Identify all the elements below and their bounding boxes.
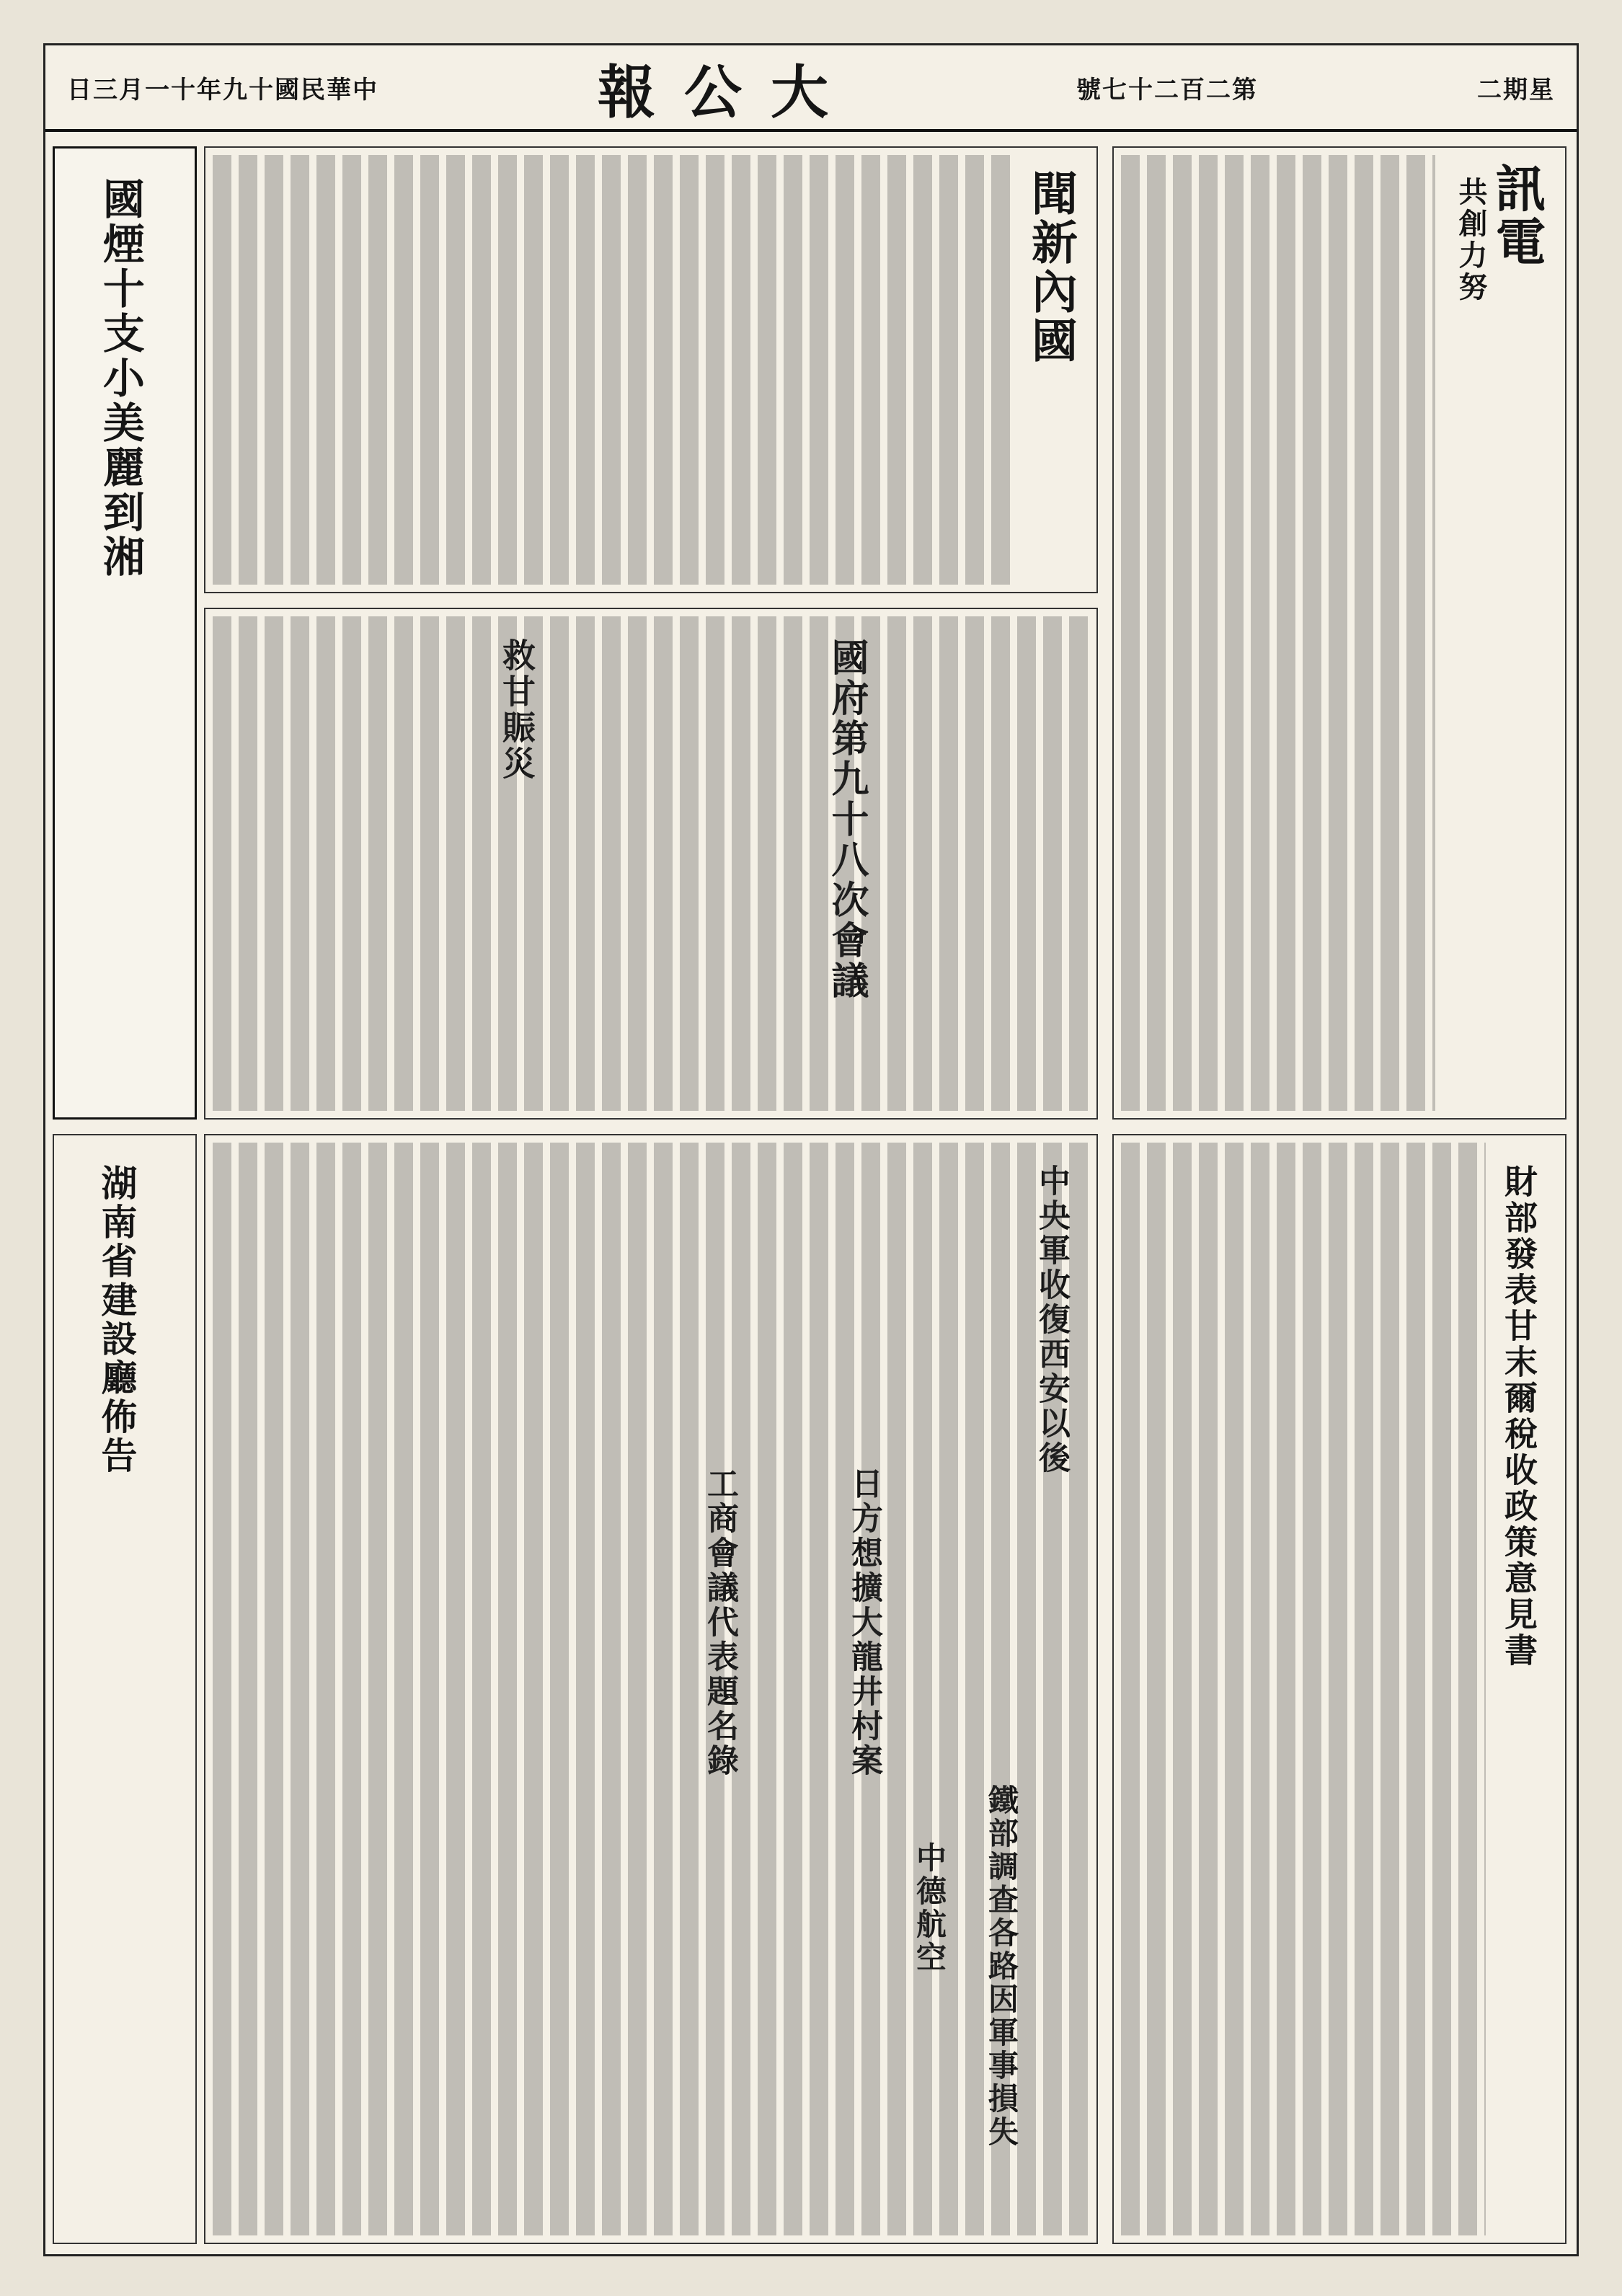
lower-news-body [213,1143,1089,2235]
relief-heading: 救甘賑災 [497,638,536,782]
national-gov-meeting-heading: 國府第九十八次會議 [825,638,869,1001]
domestic-news-body [213,155,1010,585]
telegram-body [1121,155,1435,1111]
left-ad-heading: 國煙十支小美麗到湘 [95,177,145,580]
masthead-date: 日三月一十年九十國民華中 [67,75,378,105]
telegram-subheading: 共創力努 [1454,177,1488,303]
masthead [45,45,1577,132]
lower-news-section [204,1134,1098,2244]
domestic-news-section [204,146,1098,593]
notice-block [53,1134,197,2244]
telegram-heading: 訊電 [1487,162,1547,269]
army-heading: 中央軍收復西安以後 [1033,1164,1070,1476]
finance-tax-body [1121,1143,1486,2235]
finance-tax-section [1112,1134,1566,2244]
newspaper-page [43,43,1579,2256]
telegram-section [1112,146,1566,1120]
national-gov-meeting-section [204,608,1098,1120]
domestic-news-heading: 聞新內國 [1024,169,1078,365]
national-gov-meeting-body [213,616,1089,1111]
left-advertisement [53,146,197,1120]
air-heading: 中德航空 [912,1842,947,1974]
commerce-heading: 工商會議代表題名錄 [701,1467,738,1778]
rail-heading: 鐵部調查各路因軍事損失 [984,1784,1019,2149]
finance-tax-heading: 財部發表甘末爾稅收政策意見書 [1499,1164,1538,1669]
notice-heading: 湖南省建設廳佈告 [95,1164,138,1476]
japan-heading: 日方想擴大龍井村案 [846,1467,882,1778]
masthead-page-number: 二期星 [1477,75,1555,105]
masthead-issue: 號七十二百二第 [1076,75,1258,105]
masthead-title: 報公大 [598,58,857,126]
